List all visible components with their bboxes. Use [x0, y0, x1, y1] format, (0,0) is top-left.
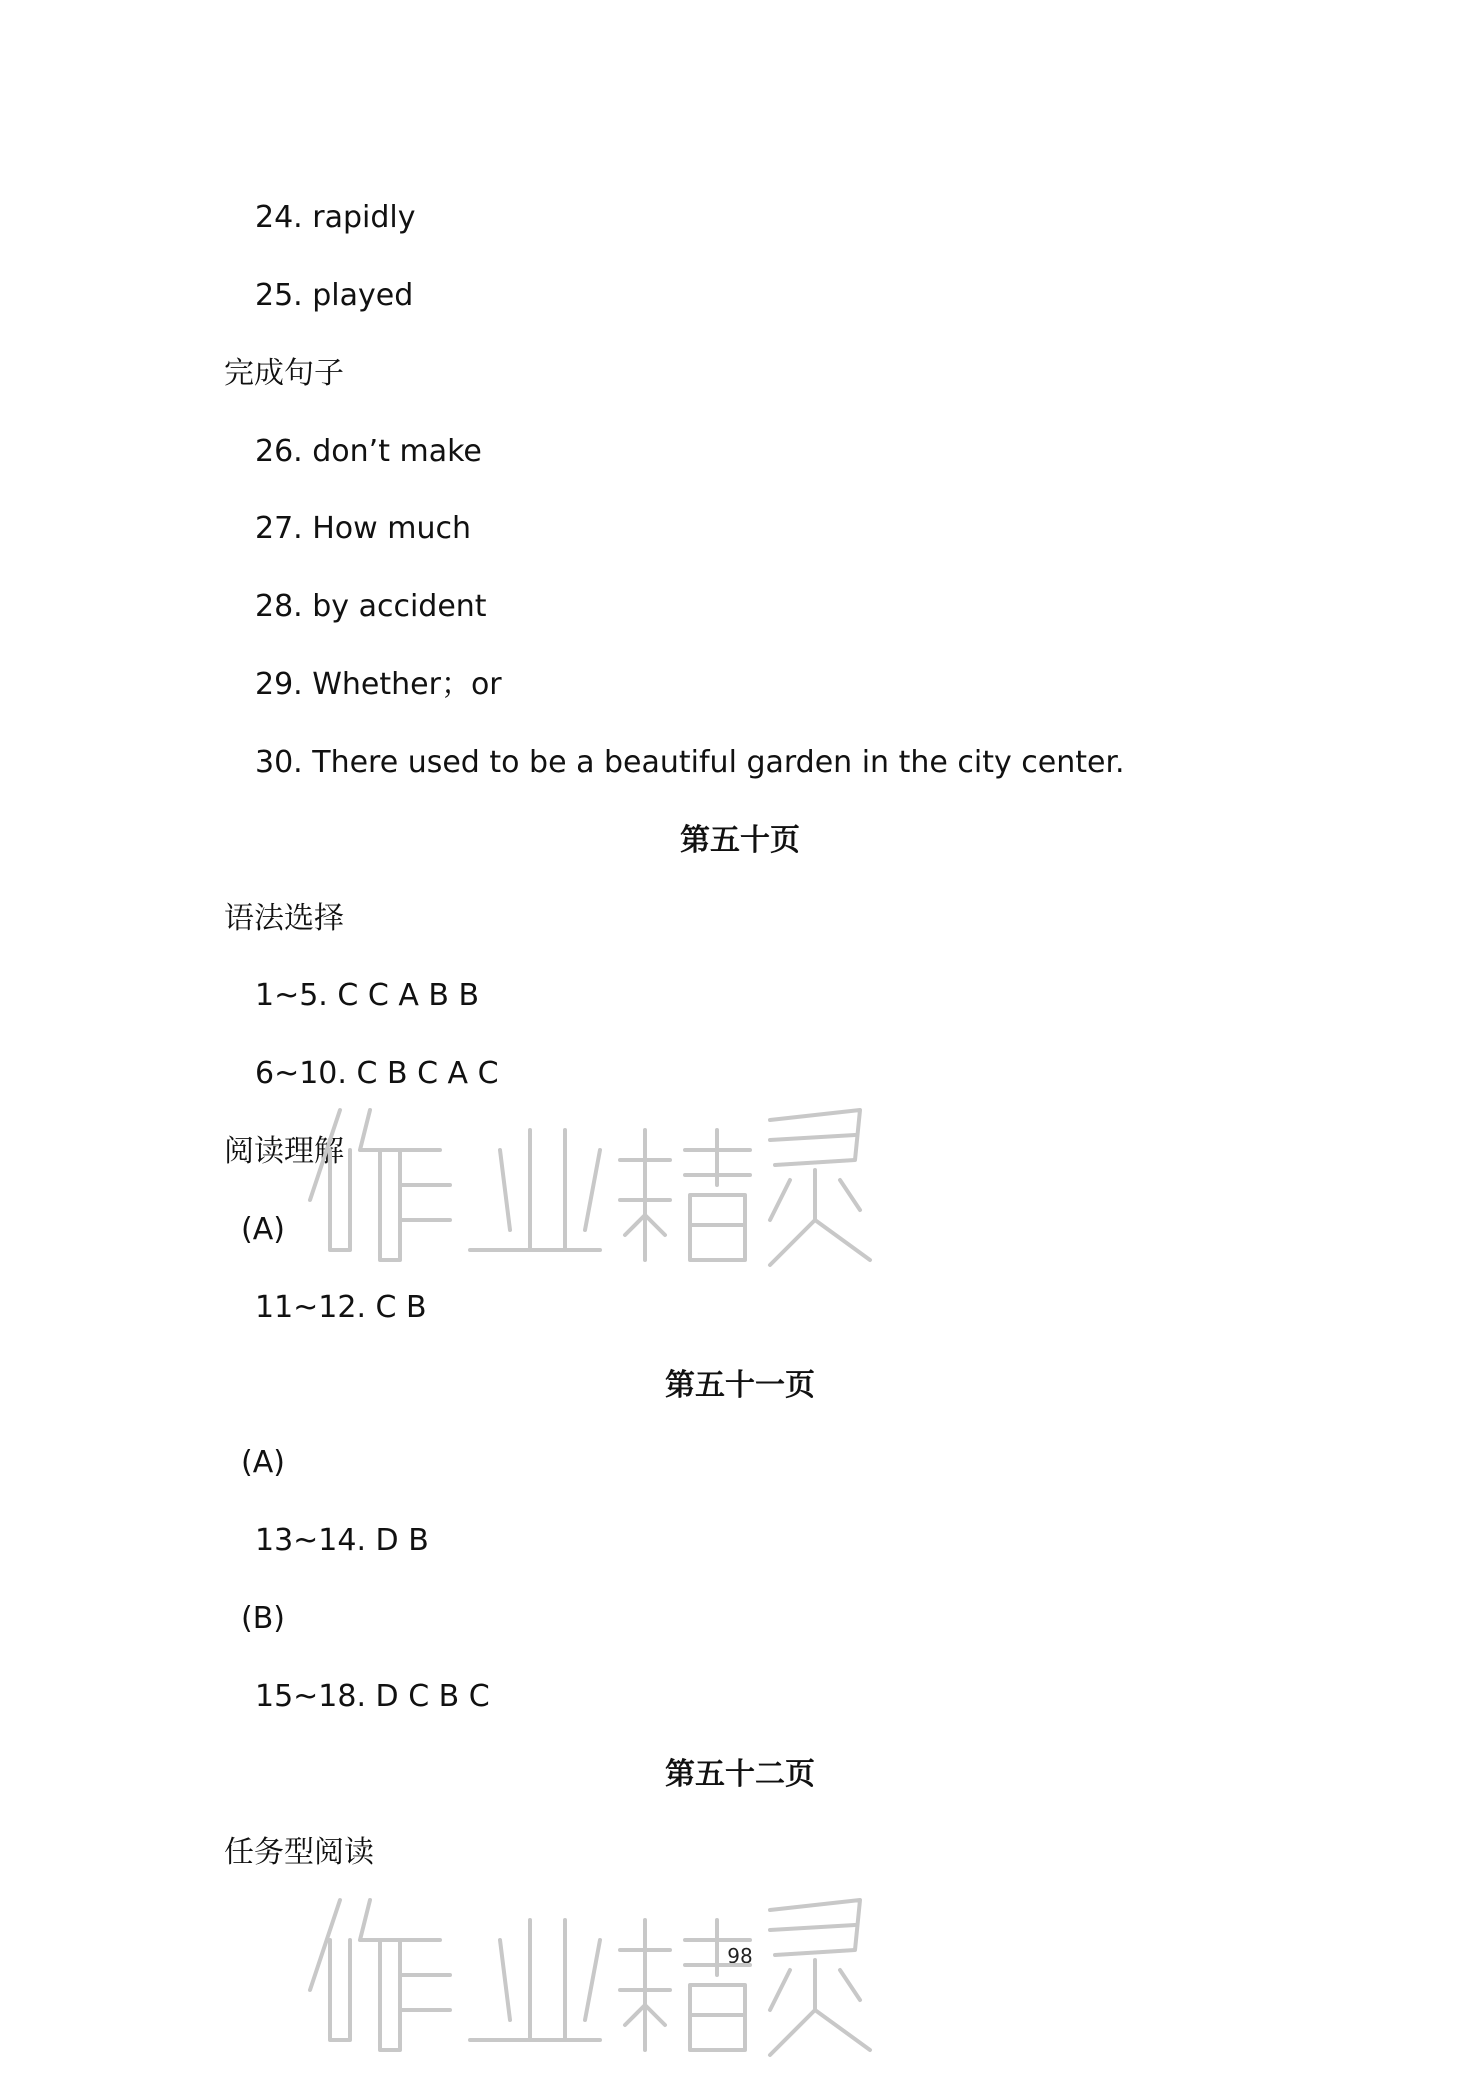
passage-label-a: (A)	[241, 1445, 285, 1480]
answer-26: 26. don’t make	[255, 434, 482, 469]
answer-24: 24. rapidly	[255, 200, 416, 235]
answer-30: 30. There used to be a beautiful garden in the city center.	[255, 745, 1125, 780]
answer-29: 29. Whether；or	[255, 667, 502, 702]
section-reading-comprehension: 阅读理解	[224, 1134, 344, 1169]
answer-1-5: 1~5. C C A B B	[255, 978, 480, 1013]
section-complete-sentences: 完成句子	[224, 356, 344, 391]
answer-15-18: 15~18. D C B C	[255, 1679, 490, 1714]
page-number: 98	[727, 1944, 753, 1968]
answer-13-14: 13~14. D B	[255, 1523, 429, 1558]
watermark-logo	[300, 1880, 880, 2060]
answer-6-10: 6~10. C B C A C	[255, 1056, 499, 1091]
page-heading-50: 第五十页	[680, 823, 800, 858]
answer-28: 28. by accident	[255, 589, 487, 624]
section-grammar-choice: 语法选择	[224, 901, 344, 936]
section-task-reading: 任务型阅读	[224, 1835, 374, 1870]
page-heading-51: 第五十一页	[665, 1368, 815, 1403]
page-heading-52: 第五十二页	[665, 1757, 815, 1792]
answer-25: 25. played	[255, 278, 414, 313]
answer-11-12: 11~12. C B	[255, 1290, 427, 1325]
passage-label-a: (A)	[241, 1212, 285, 1247]
watermark-logo	[300, 1090, 880, 1270]
passage-label-b: (B)	[241, 1601, 285, 1636]
answer-27: 27. How much	[255, 511, 471, 546]
